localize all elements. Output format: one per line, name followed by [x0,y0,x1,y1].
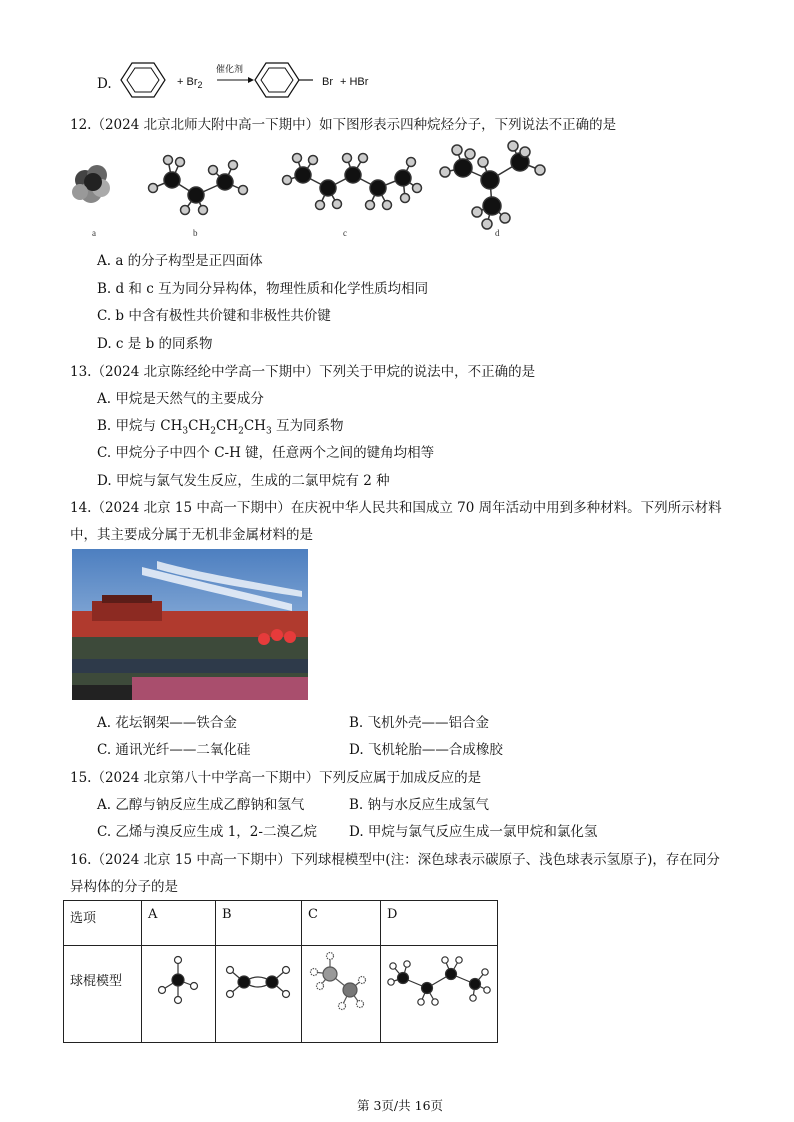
q12-option-d: D. c 是 b 的同系物 [97,336,213,352]
q13-stem: 13.（2024 北京陈经纶中学高一下期中）下列关于甲烷的说法中，不正确的是 [70,364,536,380]
hbr-label: + HBr [340,76,369,88]
q13-option-d: D. 甲烷与氯气发生反应，生成的二氯甲烷有 2 种 [97,473,390,489]
model-b-ethene [216,946,301,1018]
table-row [64,946,498,1043]
q14-stem-line1: 14.（2024 北京 15 中高一下期中）在庆祝中华人民共和国成立 70 周年活动中用到多种材料。下列所示材料 [70,500,722,516]
q12-option-a: A. a 的分子构型是正四面体 [97,253,263,269]
q15-stem: 15.（2024 北京第八十中学高一下期中）下列反应属于加成反应的是 [70,770,482,786]
q15-option-a: A. 乙醇与钠反应生成乙醇钠和氢气 [97,797,305,813]
benzene-ring [121,63,165,97]
model-b-cell [216,946,302,1043]
q15-option-c: C. 乙烯与溴反应生成 1，2-二溴乙烷 [97,824,317,840]
q14-stem-line2: 中，其主要成分属于无机非金属材料的是 [70,527,313,543]
model-c-ethane [302,946,380,1018]
row-label: 球棍模型 [64,946,142,1043]
q15-option-d: D. 甲烷与氯气反应生成一氯甲烷和氯化氢 [349,824,598,840]
model-c-cell [302,946,381,1043]
bromobenzene-ring [255,63,313,97]
mol-label-a: a [92,228,96,238]
q13-option-c: C. 甲烷分子中四个 C-H 键，任意两个之间的键角均相等 [97,445,435,461]
mol-label-d: d [495,228,500,238]
reaction-d-label: D. [97,76,112,92]
q13-option-a: A. 甲烷是天然气的主要成分 [97,391,264,407]
model-d-butane [381,946,497,1018]
header-a: A [142,901,216,946]
molecule-a [72,165,110,203]
reaction-plus-br: + $Br_2$ [177,76,203,91]
q12-option-b: B. d 和 c 互为同分异构体，物理性质和化学性质均相同 [97,281,429,297]
model-d-cell [381,946,498,1043]
molecule-b [149,156,248,215]
q14-option-d: D. 飞机轮胎——合成橡胶 [349,742,503,758]
model-a-cell [142,946,216,1043]
product-br-label: Br [322,76,333,88]
q12-option-c: C. b 中含有极性共价键和非极性共价键 [97,308,331,324]
q16-stem-line1: 16.（2024 北京 15 中高一下期中）下列球棍模型中(注：深色球表示碳原子、浅色球表示氢原子)，存在同分 [70,852,720,868]
table-header-row [64,901,498,946]
header-d: D [381,901,498,946]
q12-alkane-models [65,140,585,240]
q12-stem: 12.（2024 北京北师大附中高一下期中）如下图形表示四种烷烃分子，下列说法不正确的是 [70,117,617,133]
parade-photo [72,549,308,700]
q15-option-b: B. 钠与水反应生成氢气 [349,797,490,813]
model-a-methane [142,946,215,1018]
molecule-c [283,154,422,210]
mol-label-b: b [193,228,198,238]
header-c: C [302,901,381,946]
page-footer: 第 3页/共 16页 [357,1098,444,1113]
mol-label-c: c [343,228,347,238]
q14-option-c: C. 通讯光纤——二氧化硅 [97,742,251,758]
q14-option-b: B. 飞机外壳——铝合金 [349,715,490,731]
molecule-d [440,141,545,229]
q16-table [63,900,498,1043]
q13-option-b: B. 甲烷与 $CH_3CH_2CH_2CH_3$ 互为同系物 [97,418,344,437]
header-option: 选项 [64,901,142,946]
q14-option-a: A. 花坛钢架——铁合金 [97,715,237,731]
catalyst-label: 催化剂 [216,64,244,74]
header-b: B [216,901,302,946]
q16-stem-line2: 异构体的分子的是 [70,879,178,895]
